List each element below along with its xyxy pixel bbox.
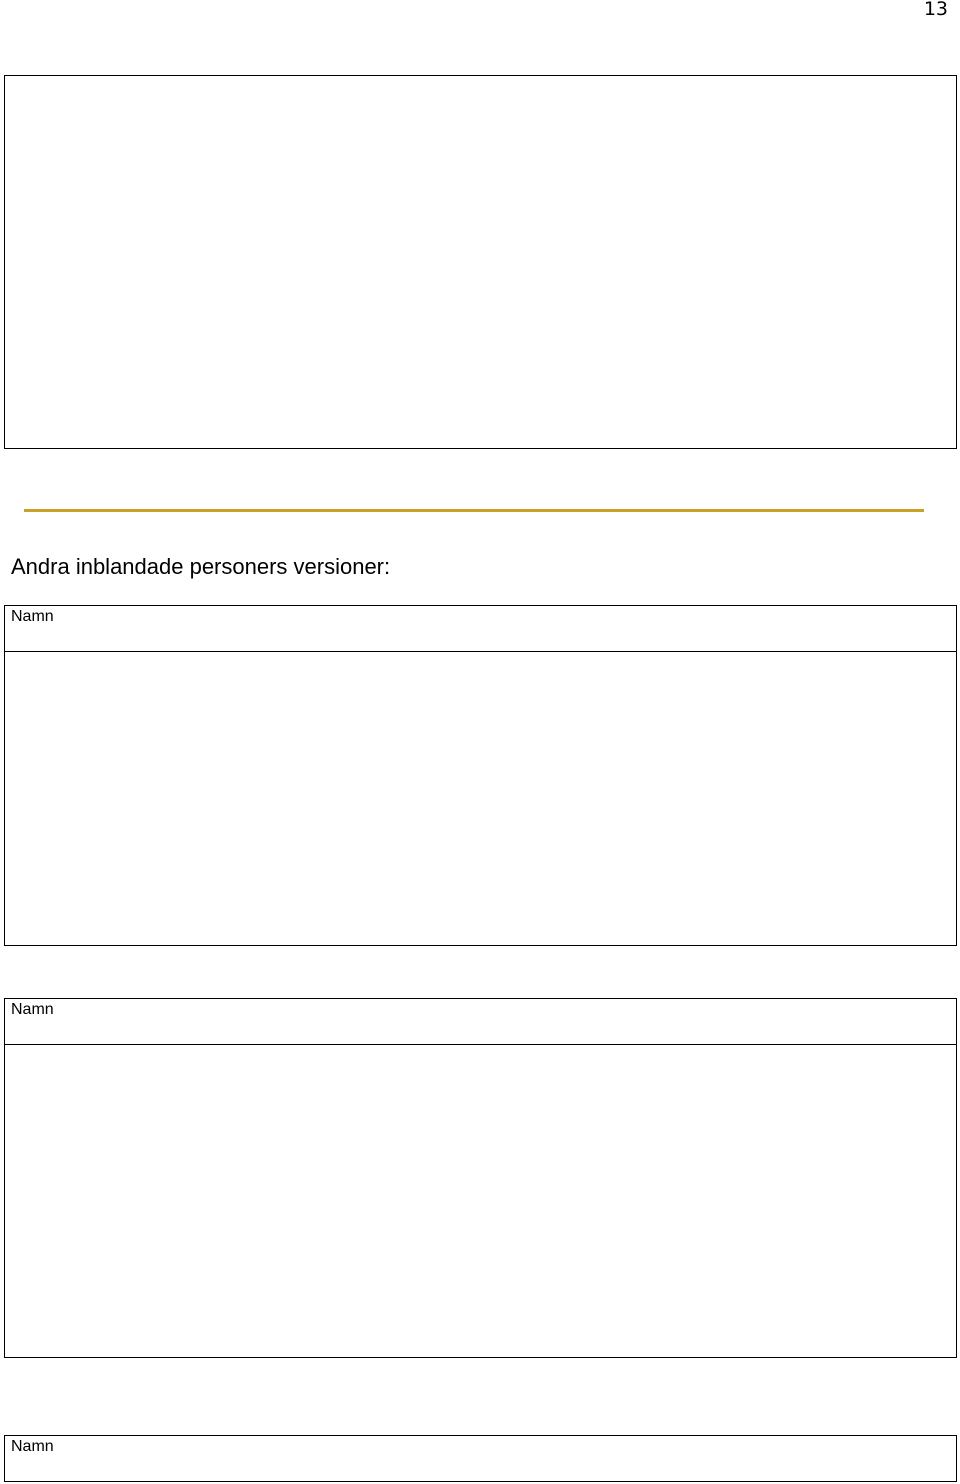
person-name-field[interactable] xyxy=(4,1435,957,1482)
page-number: 13 xyxy=(923,0,948,20)
name-label: Namn xyxy=(11,1001,54,1018)
statement-text-box[interactable] xyxy=(4,75,957,449)
person-name-field[interactable] xyxy=(4,605,957,652)
section-heading: Andra inblandade personers versioner: xyxy=(11,554,391,579)
section-divider xyxy=(24,509,924,512)
name-label: Namn xyxy=(11,1438,54,1455)
name-label: Namn xyxy=(11,608,54,625)
person-version-text-box[interactable] xyxy=(4,1044,957,1358)
person-version-text-box[interactable] xyxy=(4,651,957,946)
person-name-field[interactable] xyxy=(4,998,957,1045)
